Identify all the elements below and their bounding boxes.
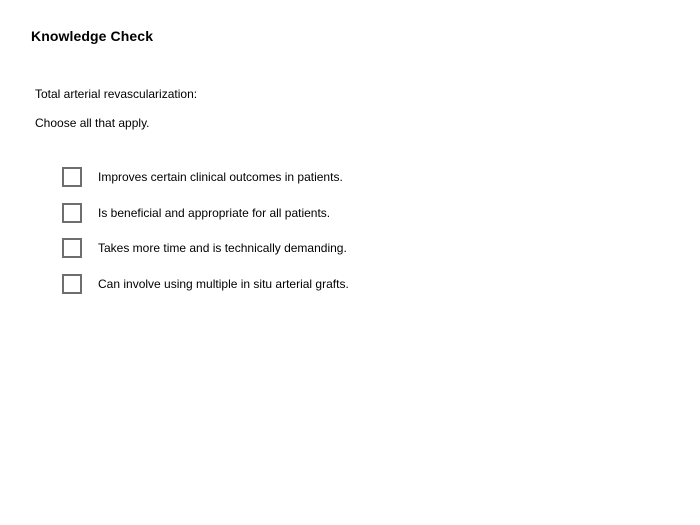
answer-option-2[interactable] (62, 201, 349, 225)
checkbox-option-2[interactable] (62, 203, 82, 223)
answer-option-1[interactable] (62, 165, 349, 189)
checkbox-option-4[interactable] (62, 274, 82, 294)
option-label-4[interactable]: Can involve using multiple in situ arterial grafts. (98, 276, 349, 291)
page-title: Knowledge Check (31, 28, 154, 44)
checkbox-option-1[interactable] (62, 167, 82, 187)
question-text: Total arterial revascularization: (35, 87, 198, 101)
option-label-1[interactable]: Improves certain clinical outcomes in patients. (98, 170, 343, 184)
option-label-3[interactable]: Takes more time and is technically demanding. (98, 241, 347, 255)
answer-option-4[interactable] (62, 272, 349, 296)
answer-option-3[interactable] (62, 236, 349, 260)
answer-options-list (62, 165, 349, 307)
option-label-2[interactable]: Is beneficial and appropriate for all patients. (98, 205, 331, 220)
instruction-text: Choose all that apply. (35, 116, 150, 130)
checkbox-option-3[interactable] (62, 238, 82, 258)
